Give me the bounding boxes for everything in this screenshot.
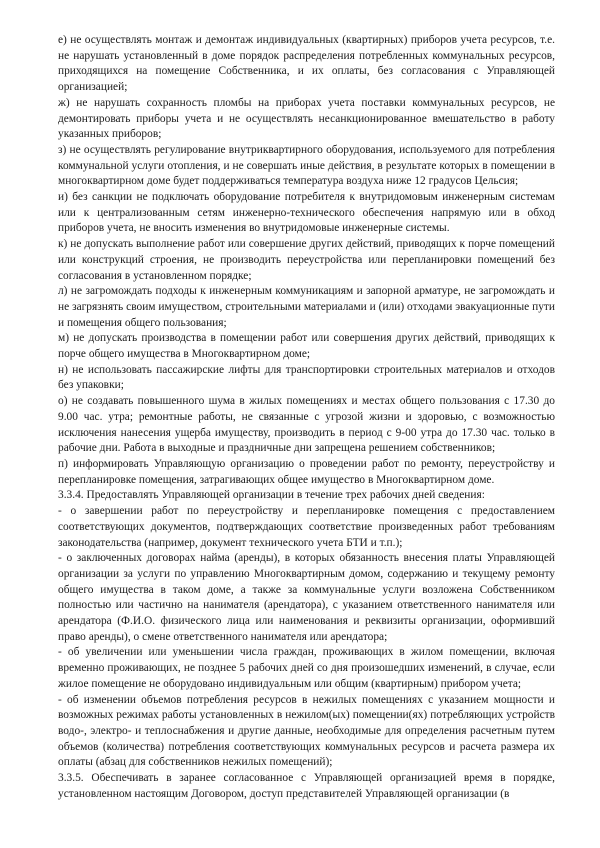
info-item-resource-consumption: - об изменении объемов потребления ресурсов в нежилых помещениях с указанием мощности и возможных режимах работы установленных в нежилом(ых) помещении(ях) потребляющих устройств водо-, электро- и теплоснабжения и другие данные, необходимые для определения расчетным путем объемов (количества) потребления соответствующих коммунальных ресурсов и расчета размера их оплаты (абзац для собственников нежилых помещений); [58,693,555,769]
info-item-reconstruction: - о завершении работ по переустройству и перепланировке помещения с предоставлением соответствующих документов, подтверждающих соответствие произведенных работ требованиям законодательства (например, документ технического учета БТИ и т.п.); [58,505,555,549]
document-page [58,33,555,802]
clause-l: л) не загромождать подходы к инженерным коммуникациям и запорной арматуре, не загромождать и не загрязнять своим имуществом, строительными материалами и (или) отходами эвакуационные пути и помещения общего пользования; [58,285,555,329]
clause-o: о) не создавать повышенного шума в жилых помещениях и местах общего пользования с 17.30 до 9.00 час. утра; ремонтные работы, не связанные с угрозой жизни и здоровью, с возможностью исключения нанесения ущерба имуществу, производить в период с 9-00 утра до 17.30 час. только в рабочие дни. Работа в выходные и праздничные дни запрещена решением собственников; [58,395,555,455]
clause-n: н) не использовать пассажирские лифты для транспортировки строительных материалов и отходов без упаковки; [58,363,555,392]
info-item-residents-count: - об увеличении или уменьшении числа граждан, проживающих в жилом помещении, включая временно проживающих, не позднее 5 рабочих дней со дня произошедших изменений, в случае, если жилое помещение не оборудовано индивидуальным или общим (квартирным) прибором учета; [58,646,555,690]
clause-z: з) не осуществлять регулирование внутриквартирного оборудования, используемого для потребления коммунальной услуги отопления, и не совершать иные действия, в результате которых в помещении в многоквартирном доме будет поддерживаться температура воздуха ниже 12 градусов Цельсия; [58,143,555,188]
clause-zh: ж) не нарушать сохранность пломбы на приборах учета поставки коммунальных ресурсов, не демонтировать приборы учета и не осуществлять несанкционированное вмешательство в работу указанных приборов; [58,96,555,141]
section-3-3-5: 3.3.5. Обеспечивать в заранее согласованное с Управляющей организацией время в порядке, установленном настоящим Договором, доступ представителей Управляющей организации (в [58,772,555,800]
info-item-lease-contracts: - о заключенных договорах найма (аренды), в которых обязанность внесения платы Управляющей организации за услуги по управлению Многоквартирным домом, содержанию и текущему ремонту общего имущества в таком доме, а также за коммунальные услуги возложена Собственником полностью или частично на нанимателя (арендатора), с указанием ответственного нанимателя или арендатора (Ф.И.О. физического лица или наименования и реквизиты организации, оформивший право аренды), о смене ответственного нанимателя или арендатора; [58,552,555,643]
clause-m: м) не допускать производства в помещении работ или совершения других действий, приводящих к порче общего имущества в Многоквартирном доме; [58,332,555,361]
clause-p: п) информировать Управляющую организацию о проведении работ по ремонту, переустройству и перепланировке помещения, затрагивающих общее имущество в Многоквартирном доме. [58,457,555,486]
clause-e: е) не осуществлять монтаж и демонтаж индивидуальных (квартирных) приборов учета ресурсов, т.е. не нарушать установленный в доме порядок распределения потребленных коммунальных ресурсов, приходящихся на помещение Собственника, и их оплаты, без согласования с Управляющей организацией; [58,34,555,94]
clause-i: и) без санкции не подключать оборудование потребителя к внутридомовым инженерным системам или к централизованным сетям инженерно-технического обеспечения напрямую или в обход приборов учета, не вносить изменения во внутридомовые инженерные системы. [58,191,555,235]
section-3-3-4-heading: 3.3.4. Предоставлять Управляющей организации в течение трех рабочих дней сведения: [58,489,485,502]
clause-k: к) не допускать выполнение работ или совершение других действий, приводящих к порче помещений или конструкций строения, не производить переустройства или перепланировки помещений без согласования в установленном порядке; [58,238,555,282]
